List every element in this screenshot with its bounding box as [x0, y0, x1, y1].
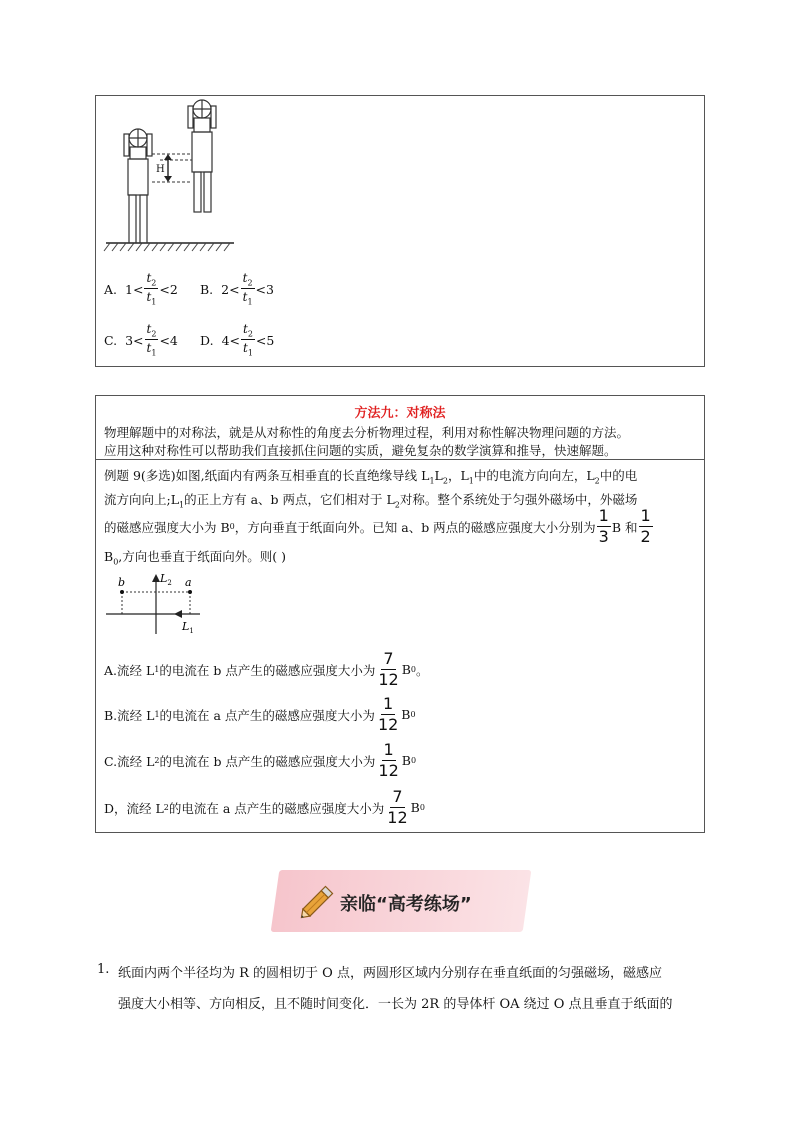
fraction-answer-d: $\frac{7}{12}$ — [387, 787, 408, 827]
example-line3: 的磁感应强度大小为 B 0 ，方向垂直于纸面向外。已知 a、b 两点的磁感应强度大小分别为 $\frac{1}{3}$ B 和 $\frac{1}{2}$ — [104, 506, 651, 546]
problem-line2: 强度大小相等、方向相反，且不随时间变化．一长为 2R 的导体杆 OA 绕过 O 点且垂直于纸面的 — [118, 997, 673, 1012]
method-title: 方法九：对称法 — [354, 406, 446, 421]
point-label-a: a — [185, 576, 192, 589]
option-d: D. 4< $\frac{t_2}{t_1}$ <5 — [200, 322, 275, 358]
option-c: C. 3< $\frac{t_2}{t_1}$ <4 — [104, 322, 178, 358]
method-divider — [95, 459, 705, 460]
answer-a: A.流经 L 1 的电流在 b 点产生的磁感应强度大小为 $\frac{7}{12}$ B 0 。 — [104, 649, 429, 689]
problem-line1: 纸面内两个半径均为 R 的圆相切于 O 点，两圆形区域内分别存在垂直纸面的匀强磁场，磁感应 — [118, 966, 662, 981]
pencil-icon — [294, 880, 340, 924]
fraction-answer-b: $\frac{1}{12}$ — [377, 694, 399, 734]
fraction-one-half: $\frac{1}{2}$ — [640, 506, 651, 546]
example-line2: 流方向向上$;L_1$的正上方有 a、b 两点，它们相对于 $L_2$对称。整个系统处于匀强外磁场中，外磁场 — [104, 492, 638, 510]
point-label-b: b — [118, 576, 126, 589]
option-b: B. 2< $\frac{t_2}{t_1}$ <3 — [200, 271, 274, 307]
fraction-one-third: $\frac{1}{3}$ — [598, 506, 609, 546]
example-line1: 例题 9(多选)如图,纸面内有两条互相垂直的长直绝缘导线 $L_1L_2$，$L_1$中的电流方向向左，$L_2$中的电 — [104, 468, 638, 486]
fraction-t2-t1: $\frac{t_2}{t_1}$ — [242, 271, 253, 307]
figure-label-h: H — [156, 164, 165, 175]
method-desc-line2: 应用这种对称性可以帮助我们直接抓住问题的实质，避免复杂的数学演算和推导，快速解题。 — [104, 443, 617, 458]
example-line4: $B_0$,方向也垂直于纸面向外。则( ) — [104, 549, 286, 567]
wire-label-l1: $L_1$ — [182, 620, 194, 635]
method-desc-line1: 物理解题中的对称法，就是从对称性的角度去分析物理过程，利用对称性解决物理问题的方法。 — [104, 425, 630, 440]
answer-c: C.流经 L 2 的电流在 b 点产生的磁感应强度大小为 $\frac{1}{12}$ B 0 — [104, 740, 417, 780]
fraction-t2-t1: $\frac{t_2}{t_1}$ — [243, 322, 253, 358]
answer-b: B.流经 L 1 的电流在 a 点产生的磁感应强度大小为 $\frac{1}{12}$ B 0 — [104, 694, 416, 734]
banner-title: 亲临“高考练场” — [340, 894, 472, 915]
figure-wires — [104, 566, 204, 638]
fraction-answer-c: $\frac{1}{12}$ — [378, 740, 399, 780]
figure-two-persons — [100, 96, 240, 256]
wire-label-l2: $L_2$ — [160, 572, 172, 587]
fraction-t2-t1: $\frac{t_2}{t_1}$ — [146, 271, 157, 307]
fraction-t2-t1: $\frac{t_2}{t_1}$ — [146, 322, 157, 358]
option-a: A. 1< $\frac{t_2}{t_1}$ <2 — [104, 271, 178, 307]
problem-number: 1. — [97, 962, 110, 977]
answer-d: D，流经 L 2 的电流在 a 点产生的磁感应强度大小为 $\frac{7}{12}$ B 0 — [104, 787, 425, 827]
fraction-answer-a: $\frac{7}{12}$ — [378, 649, 399, 689]
